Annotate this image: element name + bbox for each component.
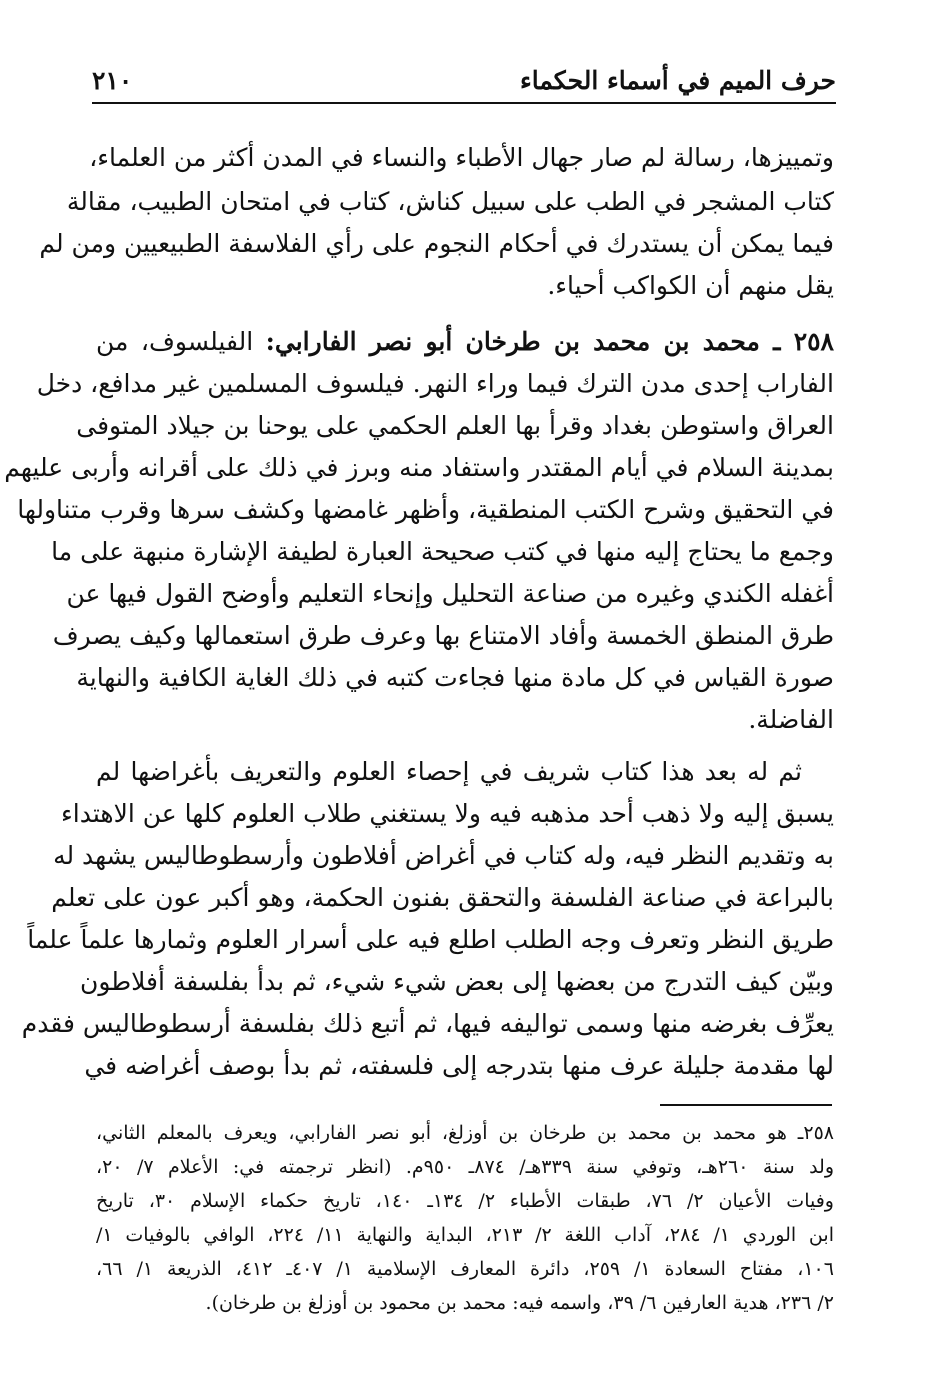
text-line: في التحقيق وشرح الكتب المنطقية، وأظهر غامضها وكشف سرها وقرب متناولها [17, 495, 834, 524]
text-line: فيما يمكن أن يستدرك في أحكام النجوم على رأي الفلاسفة الطبيعيين ومن لم [39, 229, 834, 258]
chapter-title: حرف الميم في أسماء الحكماء [519, 66, 836, 95]
text-line: بالبراعة في صناعة الفلسفة والتحقق بفنون الحكمة، وهو أكبر عون على تعلم [51, 883, 834, 912]
page-number: ٢١٠ [92, 66, 133, 95]
text-line: طرق المنطق الخمسة وأفاد الامتناع بها وعرف طرق استعمالها وكيف يصرف [52, 621, 834, 650]
footnote-divider [660, 1104, 832, 1106]
text-line: أغفله الكندي وغيره من صناعة التحليل وإنحاء التعليم وأوضح القول فيها عن [66, 579, 834, 608]
text-line: به وتقديم النظر فيه، وله كتاب في أغراض أفلاطون وأرسطوطاليس يشهد له [53, 841, 834, 870]
text-line: العراق واستوطن بغداد وقرأ بها العلم الحكمي على يوحنا بن جيلاد المتوفى [76, 411, 834, 440]
footnote-line: وفيات الأعيان ٢/ ٧٦، طبقات الأطباء ٢/ ١٣٤ـ ١٤٠، تاريخ حكماء الإسلام ٣٠، تاريخ [96, 1190, 834, 1212]
footnote-line: ١٠٦، مفتاح السعادة ١/ ٢٥٩، دائرة المعارف الإسلامية ١/ ٤٠٧ـ ٤١٢، الذريعة ١/ ٦٦، [96, 1258, 834, 1280]
text-line: ثم له بعد هذا كتاب شريف في إحصاء العلوم والتعريف بأغراضها لم [96, 757, 802, 786]
text-line: كتاب المشجر في الطب على سبيل كناش، كتاب في امتحان الطبيب، مقالة [66, 187, 834, 216]
header-divider [92, 102, 836, 104]
text-line: لها مقدمة جليلة عرف منها بتدرجه إلى فلسفته، ثم بدأ بوصف أغراضه في [84, 1051, 834, 1080]
text-line: صورة القياس في كل مادة منها فجاءت كتبه في ذلك الغاية الكافية والنهاية [76, 663, 834, 692]
text-line: وتمييزها، رسالة لم صار جهال الأطباء والنساء في المدن أكثر من العلماء، [89, 143, 834, 172]
footnote-line: ٢/ ٢٣٦، هدية العارفين ٦/ ٣٩، واسمه فيه: محمد بن محمود بن أوزلغ بن طرخان). [205, 1292, 834, 1314]
text-line: وبيّن كيف التدرج من بعضها إلى بعض شيء شيء، ثم بدأ بفلسفة أفلاطون [79, 967, 834, 996]
running-header [92, 60, 836, 104]
entry-first-line [96, 322, 834, 362]
text-line: الفاراب إحدى مدن الترك فيما وراء النهر. فيلسوف المسلمين غير مدافع، دخل [36, 369, 834, 398]
footnote-line: ابن الوردي ١/ ٢٨٤، آداب اللغة ٢/ ٢١٣، البداية والنهاية ١١/ ٢٢٤، الوافي بالوفيات ١/ [96, 1224, 834, 1246]
text-line: طريق النظر وتعرف وجه الطلب اطلع فيه على أسرار العلوم وثمارها علماً علماً [27, 925, 834, 954]
text-line: الفاضلة. [748, 705, 834, 734]
footnote-line: ٢٥٨ـ هو محمد بن محمد بن طرخان بن أوزلغ، أبو نصر الفارابي، ويعرف بالمعلم الثاني، [96, 1122, 834, 1144]
text-line: يسبق إليه ولا ذهب أحد مذهبه فيه ولا يستغني طلاب العلوم كلها عن الاهتداء [61, 799, 834, 828]
text-line: وجمع ما يحتاج إليه منها في كتب صحيحة العبارة لطيفة الإشارة منبهة على ما [51, 537, 834, 566]
entry-heading: ٢٥٨ ـ محمد بن محمد بن طرخان أبو نصر الفارابي: [265, 327, 834, 356]
text-line: يقل منهم أن الكواكب أحياء. [547, 271, 834, 300]
entry-text: الفيلسوف، من [96, 327, 266, 356]
text-line: بمدينة السلام في أيام المقتدر واستفاد منه وبرز في ذلك على أقرانه وأربى عليهم [4, 453, 834, 482]
text-line: يعرِّف بغرضه منها وسمى تواليفه فيها، ثم أتبع ذلك بفلسفة أرسطوطاليس فقدم [21, 1009, 834, 1038]
footnote-line: ولد سنة ٢٦٠هـ، وتوفي سنة ٣٣٩هـ/ ٨٧٤ـ ٩٥٠م. (انظر ترجمته في: الأعلام ٧/ ٢٠، [96, 1156, 835, 1178]
